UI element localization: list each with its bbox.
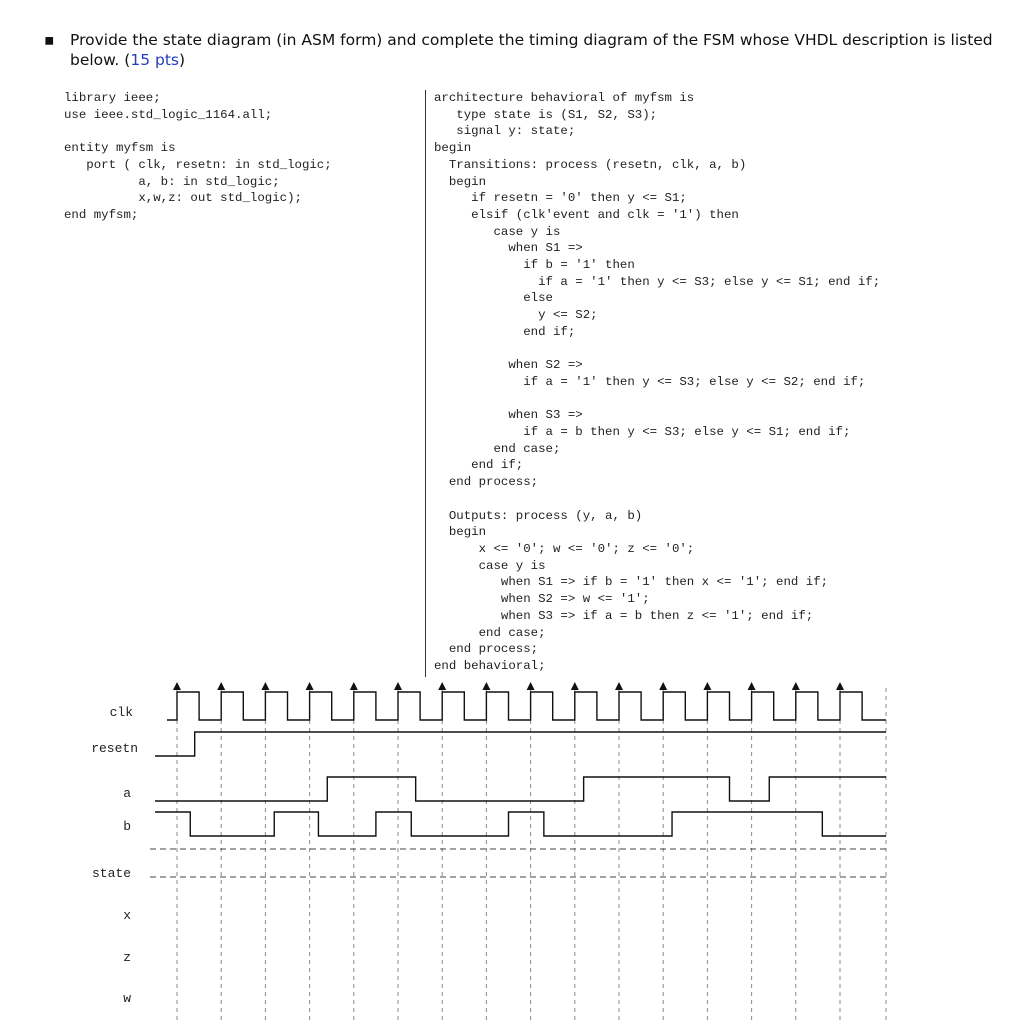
- signal-label-w: w: [123, 991, 131, 1006]
- architecture-code-block: [434, 90, 880, 675]
- clk-rising-edge-arrow: [482, 682, 490, 690]
- code-line: when S2 =>: [434, 358, 583, 373]
- a-waveform: [155, 777, 886, 801]
- timing-diagram: [0, 680, 1017, 1024]
- code-line: end process;: [434, 475, 539, 490]
- signal-label-b: b: [123, 819, 131, 834]
- code-line: end if;: [434, 458, 524, 473]
- code-line: elsif (clk'event and clk = '1') then: [434, 207, 739, 222]
- code-line: signal y: state;: [434, 124, 576, 139]
- clk-rising-edge-arrow: [217, 682, 225, 690]
- code-line: if a = b then y <= S3; else y <= S1; end if;: [434, 425, 851, 440]
- signal-label-x: x: [123, 908, 131, 923]
- question-text-block: [70, 30, 994, 70]
- code-line: a, b: in std_logic;: [64, 174, 280, 189]
- code-line: case y is: [434, 224, 561, 239]
- code-line: x <= '0'; w <= '0'; z <= '0';: [434, 541, 695, 556]
- clk-rising-edge-arrow: [438, 682, 446, 690]
- code-line: when S2 => w <= '1';: [434, 592, 650, 607]
- code-line: when S3 => if a = b then z <= '1'; end if;: [434, 608, 814, 623]
- clock-edge-gridlines: [177, 688, 886, 1020]
- entity-code-block: [64, 90, 332, 224]
- clk-rising-edge-arrow: [792, 682, 800, 690]
- points-value: 15 pts: [130, 51, 180, 69]
- signal-label-state: state: [91, 866, 131, 881]
- code-line: end behavioral;: [434, 658, 546, 673]
- signal-label-resetn: resetn: [91, 741, 138, 756]
- clk-rising-edge-arrow: [306, 682, 314, 690]
- clk-waveform: [167, 692, 886, 720]
- points-label: (15 pts): [124, 51, 186, 69]
- clk-rising-edge-arrow: [659, 682, 667, 690]
- code-line: end process;: [434, 642, 539, 657]
- code-line: end case;: [434, 441, 561, 456]
- code-line: case y is: [434, 558, 546, 573]
- code-line: architecture behavioral of myfsm is: [434, 91, 695, 105]
- code-line: end myfsm;: [64, 207, 139, 222]
- clk-rising-edge-arrow: [350, 682, 358, 690]
- code-line: x,w,z: out std_logic);: [64, 191, 302, 206]
- signal-labels: [91, 705, 138, 1006]
- clk-rising-edge-arrow: [703, 682, 711, 690]
- question-text: Provide the state diagram (in ASM form) and complete the timing diagram of the FSM whose VHDL description is listed below.: [70, 31, 993, 69]
- code-line: use ieee.std_logic_1164.all;: [64, 107, 273, 122]
- clk-rising-edge-arrow: [571, 682, 579, 690]
- clk-rising-edge-arrow: [836, 682, 844, 690]
- code-line: end case;: [434, 625, 546, 640]
- code-line: when S3 =>: [434, 408, 583, 423]
- resetn-waveform: [155, 732, 886, 756]
- code-line: when S1 => if b = '1' then x <= '1'; end if;: [434, 575, 829, 590]
- code-line: Transitions: process (resetn, clk, a, b): [434, 157, 747, 172]
- code-line: y <= S2;: [434, 308, 598, 323]
- code-line: port ( clk, resetn: in std_logic;: [64, 157, 332, 172]
- code-line: begin: [434, 141, 472, 156]
- code-line: when S1 =>: [434, 241, 583, 256]
- code-divider: [425, 90, 426, 677]
- code-line: entity myfsm is: [64, 141, 176, 156]
- code-line: if resetn = '0' then y <= S1;: [434, 191, 687, 206]
- waveforms: [150, 682, 890, 877]
- question: [44, 30, 994, 70]
- clk-rising-edge-arrow: [527, 682, 535, 690]
- b-waveform: [155, 812, 886, 836]
- bullet-marker: ▪: [44, 31, 55, 49]
- clk-rising-edge-arrow: [173, 682, 181, 690]
- clk-rising-edge-arrow: [394, 682, 402, 690]
- signal-label-a: a: [123, 786, 131, 801]
- code-line: begin: [434, 525, 487, 540]
- signal-label-clk: clk: [109, 705, 133, 720]
- code-line: if a = '1' then y <= S3; else y <= S2; end if;: [434, 374, 866, 389]
- code-line: library ieee;: [64, 91, 161, 105]
- code-line: Outputs: process (y, a, b): [434, 508, 643, 523]
- clk-rising-edge-arrow: [615, 682, 623, 690]
- clk-rising-edge-arrow: [748, 682, 756, 690]
- code-line: if b = '1' then: [434, 258, 635, 273]
- code-line: begin: [434, 174, 487, 189]
- code-line: type state is (S1, S2, S3);: [434, 107, 658, 122]
- signal-label-z: z: [123, 950, 131, 965]
- code-line: end if;: [434, 324, 576, 339]
- clk-rising-edge-arrow: [261, 682, 269, 690]
- code-line: if a = '1' then y <= S3; else y <= S1; end if;: [434, 274, 881, 289]
- code-line: else: [434, 291, 553, 306]
